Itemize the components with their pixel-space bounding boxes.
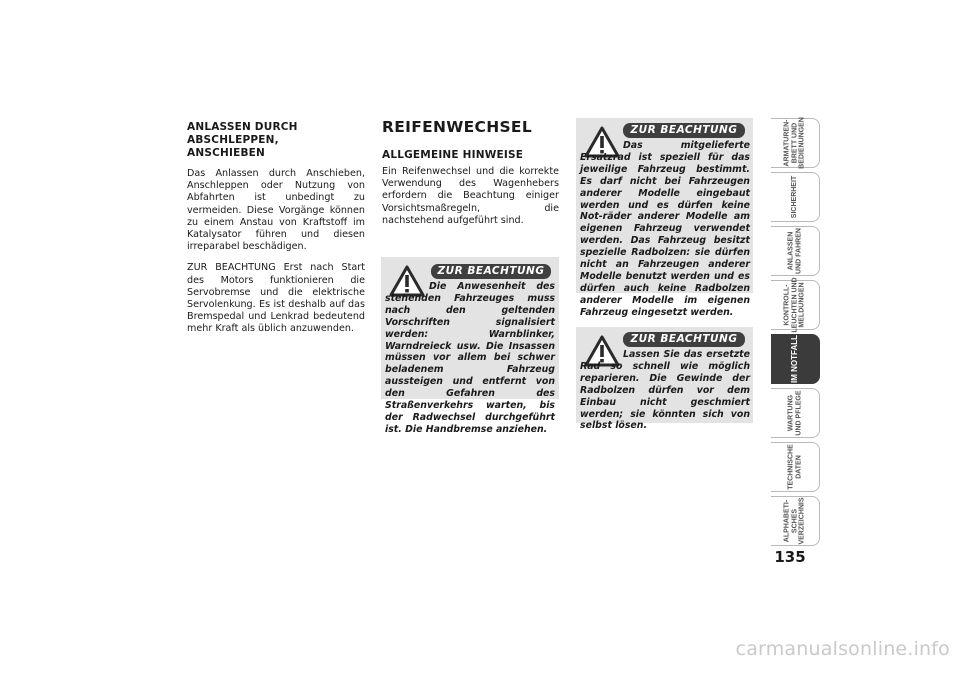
- warning-text: Lassen Sie das ersetzte Rad so schnell wie möglich reparieren. Die Gewinde der Radbolzen dürfen vor dem Einbau nicht geschmiert werden; sie könnten sich von selbst lösen.: [580, 349, 750, 432]
- warning-badge: ZUR BEACHTUNG: [431, 264, 551, 279]
- page-number: 135: [774, 548, 806, 566]
- warning-box-reparieren: [576, 327, 753, 432]
- tab-wartung[interactable]: WARTUNG UND PFLEGE: [771, 388, 820, 438]
- tab-anlassen[interactable]: ANLASSEN UND FAHREN: [771, 226, 820, 276]
- tab-verzeichnis[interactable]: ALPHABETI- SCHES VERZEICHNIS: [771, 496, 820, 546]
- section-heading-hinweise: ALLGEMEINE HINWEISE: [382, 149, 524, 161]
- warning-box-anwesenheit: [381, 257, 559, 435]
- paragraph-beachtung: ZUR BEACHTUNG Erst nach Start des Motors funktionieren die Servobremse und die elektrische Servolenkung. Es ist deshalb auf das Bremspedal und Lenkrad bedeutend mehr Kraft als üblich anzuwenden.: [187, 262, 365, 335]
- warning-box-ersatzrad: [576, 118, 753, 318]
- tab-technische-daten[interactable]: TECHNISCHE DATEN: [771, 442, 820, 492]
- tab-kontrollleuchten[interactable]: KONTROLL- LEUCHTEN UND MELDUNGEN: [771, 280, 820, 330]
- tab-sicherheit[interactable]: SICHERHEIT: [771, 172, 820, 222]
- middle-column: [382, 118, 559, 227]
- warning-badge: ZUR BEACHTUNG: [623, 123, 745, 138]
- page-title: REIFENWECHSEL: [382, 118, 532, 136]
- warning-text: Die Anwesenheit des stehenden Fahrzeuges muss nach den geltenden Vorschriften signalisiert werden: Warnblinker, Warndreieck usw. Die Insassen müssen vor allem bei schwer beladenem Fahrzeug aussteigen und entfernt von den Gefahren des Straßenverkehrs warten, bis der Radwechsel durchgeführt ist. Die Handbremse anziehen.: [385, 281, 555, 435]
- tab-armaturenbrett[interactable]: ARMATUREN- BRETT UND BEDIENUNGEN: [771, 118, 820, 168]
- left-column: [187, 121, 365, 336]
- paragraph-hinweise: Ein Reifenwechsel und die korrekte Verwendung des Wagenhebers erfordern die Beachtung einiger Vorsichtsmaßregeln, die nachstehend aufgeführt sind.: [382, 166, 559, 226]
- warning-text: Das mitgelieferte Ersatzrad ist speziell für das jeweilige Fahrzeug bestimmt. Es darf nicht bei Fahrzeugen anderer Modelle eingebaut werden und es dürfen keine Not-räder anderer Modelle am eigenen Fahrzeug verwendet werden. Das Fahrzeug besitzt spezielle Radbolzen: sie dürfen nicht an Fahrzeugen anderer Modelle benutzt werden und es dürfen auch keine Radbolzen anderer Modelle im eigenen Fahrzeug eingesetzt werden.: [580, 140, 750, 318]
- paragraph-anlassen: Das Anlassen durch Anschieben, Anschleppen oder Nutzung von Abfahrten ist unbedingt zu vermeiden. Diese Vorgänge können zu einem Anstau von Kraftstoff im Katalysator führen und diesen irreparabel beschädigen.: [187, 168, 365, 253]
- tab-im-notfall[interactable]: IM NOTFALL: [771, 334, 820, 384]
- warning-badge: ZUR BEACHTUNG: [623, 332, 745, 347]
- watermark: carmanualsonline.info: [735, 638, 950, 660]
- section-heading-anlassen: ANLASSEN DURCH ABSCHLEPPEN, ANSCHIEBEN: [187, 121, 298, 159]
